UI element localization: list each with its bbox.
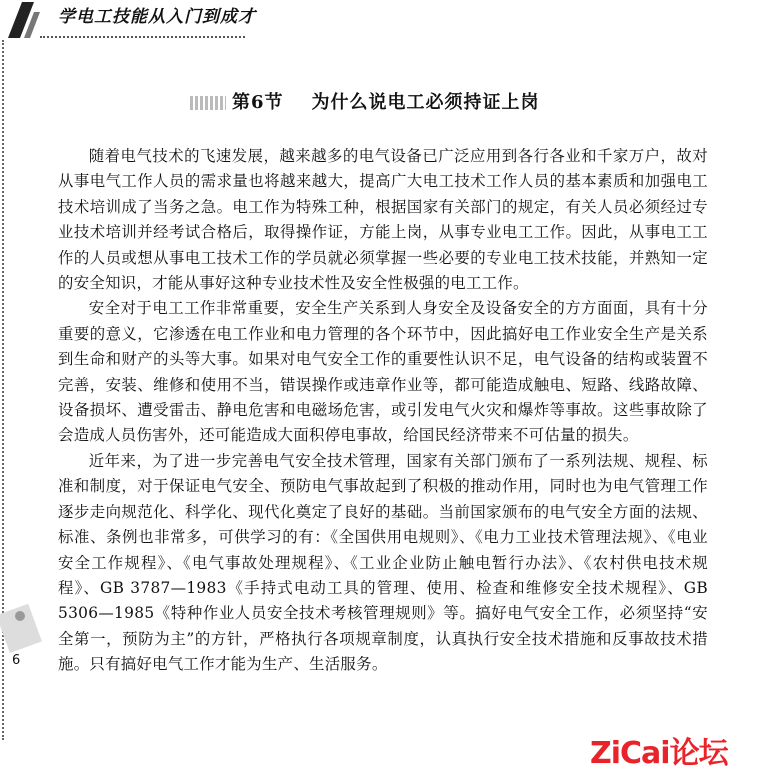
paragraph: 近年来，为了进一步完善电气安全技术管理，国家有关部门颁布了一系列法规、规程、标准和制度，对于保证电气安全、预防电气事故起到了积极的推动作用，同时也为电气管理工作逐步走向规范化、科学化、现代化奠定了良好的基础。当前国家颁布的电气安全方面的法规、标准、条例也非常多，可供学习的有：《全国供用电规则》、《电力工业技术管理法规》、《电业安全工作规程》、《电气事故处理规程》、《工业企业防止触电暂行办法》、《农村供电技术规程》、GB 3787—1983《手持式电动工具的管理、使用、检查和维修安全技术规程》、GB 5306—1985《特种作业人员安全技术考核管理规则》等。搞好电气安全工作，必须坚持“安全第一，预防为主”的方针，严格执行各项规章制度，认真执行安全技术措施和反事故技术措施。只有搞好电气工作才能为生产、生活服务。 (58, 451, 708, 674)
header-divider (40, 36, 245, 38)
corner-logo-icon (4, 0, 44, 40)
section-title: 为什么说电工必须持证上岗 (311, 92, 540, 113)
paragraph: 安全对于电工工作非常重要，安全生产关系到人身安全及设备安全的方方面面，具有十分重要的意义，它渗透在电工作业和电力管理的各个环节中，因此搞好电工作业安全生产是关系到生命和财产的头等大事。如果对电气安全工作的重要性认识不足，电气设备的结构或装置不完善，安装、维修和使用不当，错误操作或违章作业等，都可能造成触电、短路、线路故障、设备损坏、遭受雷击、静电危害和电磁场危害，或引发电气火灾和爆炸等事故。这些事故除了会造成人员伤害外，还可能造成大面积停电事故，给国民经济带来不可估量的损失。 (58, 299, 708, 445)
body-text (58, 144, 708, 678)
book-title: 学电工技能从入门到成才 (58, 7, 256, 27)
section-heading (190, 88, 540, 114)
section-number: 第6节 (232, 92, 284, 113)
paragraph: 随着电气技术的飞速发展，越来越多的电气设备已广泛应用到各行各业和千家万户，故对从事电气工作人员的需求量也将越来越大，提高广大电工技术工作人员的基本素质和加强电工技术培训成了当务之急。电工作为特殊工种，根据国家有关部门的规定，有关人员必须经过专业技术培训并经考试合格后，取得操作证，方能上岗，从事专业电工工作。因此，从事电工工作的人员或想从事电工技术工作的学员就必须掌握一些必要的专业电工技术技能，并熟知一定的安全知识，才能从事好这种专业技术性及安全性极强的电工工作。 (58, 147, 708, 293)
heading-decoration-icon (190, 96, 226, 110)
watermark: ZiCai论坛 (590, 736, 728, 771)
page-number: 6 (12, 653, 21, 668)
pin-decoration-icon (0, 598, 44, 658)
